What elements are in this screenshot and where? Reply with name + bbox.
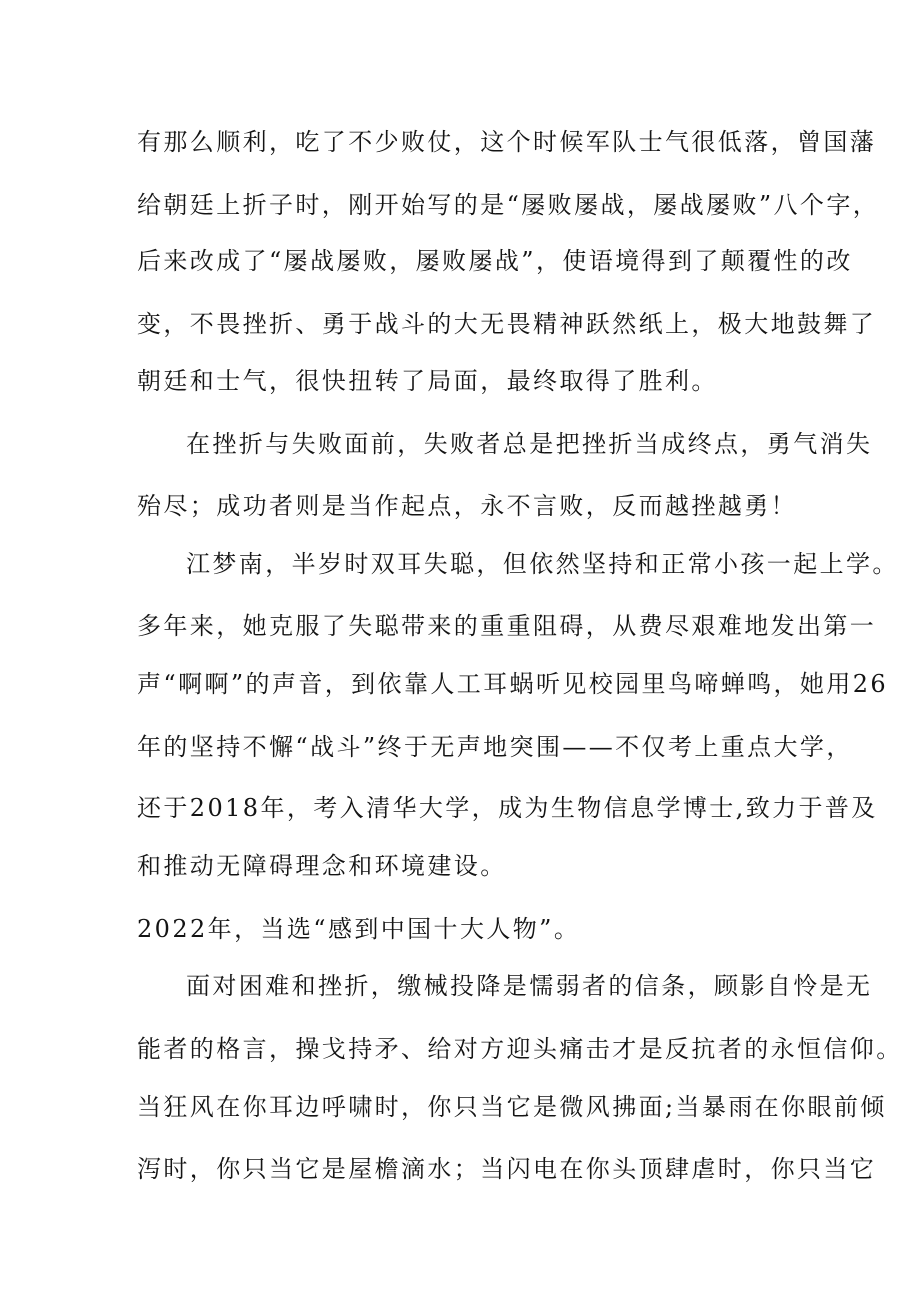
text-line: 和推动无障碍理念和环境建设。 xyxy=(137,852,507,880)
text-line: 有那么顺利，吃了不少败仗，这个时候军队士气很低落，曾国藩 xyxy=(137,128,877,156)
text-line: 年的坚持不懈“战斗”终于无声地突围——不仅考上重点大学， xyxy=(137,733,853,761)
paragraph-first-line: 江梦南，半岁时双耳失聪，但依然坚持和正常小孩一起上学。 xyxy=(186,550,899,578)
text-line: 能者的格言，操戈持矛、给对方迎头痛击才是反抗者的永恒信仰。 xyxy=(137,1035,903,1063)
text-line: 当狂风在你耳边呼啸时，你只当它是微风拂面;当暴雨在你眼前倾 xyxy=(137,1093,887,1121)
text-line: 殆尽；成功者则是当作起点，永不言败，反而越挫越勇！ xyxy=(137,492,797,520)
text-line: 2022年，当选“感到中国十大人物”。 xyxy=(137,915,581,943)
paragraph-first-line: 面对困难和挫折，缴械投降是懦弱者的信条，顾影自怜是无 xyxy=(186,972,873,1000)
paragraph-first-line: 在挫折与失败面前，失败者总是把挫折当成终点，勇气消失 xyxy=(186,430,873,458)
text-line: 还于2018年，考入清华大学，成为生物信息学博士,致力于普及 xyxy=(137,794,878,822)
text-line: 给朝廷上折子时，刚开始写的是“屡败屡战，屡战屡败”八个字， xyxy=(137,191,880,219)
text-line: 朝廷和士气，很快扭转了局面，最终取得了胜利。 xyxy=(137,367,718,395)
text-line: 变，不畏挫折、勇于战斗的大无畏精神跃然纸上，极大地鼓舞了 xyxy=(137,310,877,338)
text-line: 后来改成了“屡战屡败，屡败屡战”，使语境得到了颠覆性的改 xyxy=(137,247,853,275)
text-line: 声“啊啊”的声音，到依靠人工耳蜗听见校园里鸟啼蝉鸣，她用26 xyxy=(137,670,889,698)
text-line: 泻时，你只当它是屋檐滴水；当闪电在你头顶肆虐时，你只当它 xyxy=(137,1155,877,1183)
text-line: 多年来，她克服了失聪带来的重重阻碍，从费尽艰难地发出第一 xyxy=(137,612,877,640)
